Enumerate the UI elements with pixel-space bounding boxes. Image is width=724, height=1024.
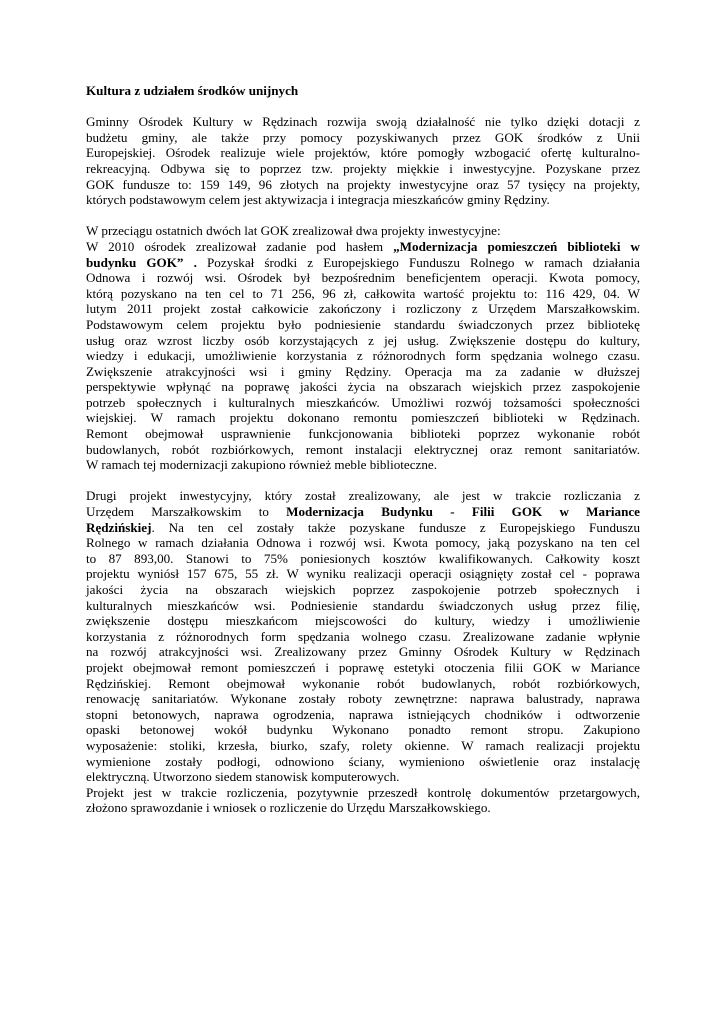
text-line: wymienione zostały podłogi, odnowiono ściany, wymieniono oświetlenie oraz instalację bbox=[86, 753, 640, 769]
text-line: Rędzińskiej. Remont obejmował wykonanie robót budowlanych, robót rozbiórkowych, bbox=[86, 675, 640, 691]
text-line: Zwiększenie atrakcyjności wsi i gminy Rędziny. Operacja ma za zadanie w dłuższej bbox=[86, 363, 640, 379]
text-line: elektryczną. Utworzono siedem stanowisk komputerowych. bbox=[86, 769, 400, 785]
text-line: których podstawowym celem jest aktywizacja i integracja mieszkańców gminy Rędziny. bbox=[86, 192, 550, 208]
project-name-bold: Modernizacja Budynku - Filii GOK w Mariance bbox=[286, 504, 640, 520]
text-line: na rozwój atrakcyjności wsi. Zrealizowany przez Gminny Ośrodek Kultury w Rędzinach bbox=[86, 644, 640, 660]
text-line: W ramach tej modernizacji zakupiono również meble biblioteczne. bbox=[86, 457, 437, 473]
text-line bbox=[86, 239, 640, 255]
text-line: usług oraz wzrost liczby osób korzystających z jej usług. Zwiększenie dostępu do kultury, bbox=[86, 332, 640, 348]
text-line: W przeciągu ostatnich dwóch lat GOK zrealizował dwa projekty inwestycyjne: bbox=[86, 223, 501, 239]
text-line: renowację sanitariatów. Wykonane zostały roboty zewnętrzne: naprawa balustrady, naprawa bbox=[86, 691, 640, 707]
text-line: Rolnego w ramach działania Odnowa i rozwój wsi. Kwota pomocy, jaką pozyskano na ten cel bbox=[86, 535, 640, 551]
text-line: Remont obejmował usprawnienie funkcjonowania biblioteki poprzez wykonanie robót bbox=[86, 426, 640, 442]
text-line: złożono sprawozdanie i wniosek o rozliczenie do Urzędu Marszałkowskiego. bbox=[86, 800, 491, 816]
text-line: perspektywie wpłynąć na poprawę jakości życia na obszarach wiejskich przez zaspokojenie bbox=[86, 379, 640, 395]
text-line bbox=[86, 520, 640, 536]
text-run: Pozyskał środki z Europejskiego Funduszu Rolnego w ramach działania bbox=[196, 254, 640, 270]
text-line: to 87 893,00. Stanowi to 75% poniesionych kosztów kwalifikowanych. Całkowity koszt bbox=[86, 550, 640, 566]
text-line: korzystania z różnorodnych form spędzania wolnego czasu. Zrealizowane zadanie wpłynie bbox=[86, 628, 640, 644]
paragraph-settlement bbox=[86, 785, 640, 816]
paragraph-branch-project bbox=[86, 488, 640, 784]
text-line: wiejskiej. W ramach projektu dokonano remontu pomieszczeń biblioteki w Rędzinach. bbox=[86, 410, 640, 426]
text-line: GOK fundusze to: 159 149, 96 złotych na projekty inwestycyjne oraz 57 tysięcy na projekty, bbox=[86, 176, 640, 192]
text-line: jakości życia na obszarach wiejskich poprzez zaspokojenie potrzeb społecznych i bbox=[86, 582, 640, 597]
text-line: Projekt jest w trakcie rozliczenia, pozytywnie przeszedł kontrolę dokumentów przetargowych, bbox=[86, 784, 640, 800]
text-line: kulturalnych mieszkańców wsi. Podniesienie standardu świadczonych usług przez filię, bbox=[86, 597, 640, 613]
text-run: . Na ten cel zostały także pozyskane fundusze z Europejskiego Funduszu bbox=[151, 519, 640, 535]
text-line: wiedzy i edukacji, umożliwienie korzystania z różnorodnych form spędzania wolnego czasu. bbox=[86, 348, 640, 364]
text-line: potrzeb społecznych i kulturalnych mieszkańców. Umożliwi rozwój tożsamości społeczności bbox=[86, 394, 640, 410]
text-run: Urzędem Marszałkowskim to bbox=[86, 504, 287, 520]
text-line: projekt obejmował remont pomieszczeń i poprawę estetyki otoczenia filii GOK w Mariance bbox=[86, 659, 640, 675]
text-line: wyposażenie: stoliki, krzesła, biurko, szafy, rolety okienne. W ramach realizacji projektu bbox=[86, 737, 640, 753]
text-line: projektu wyniósł 157 675, 55 zł. W wyniku realizacji operacji osiągnięty został cel - poprawa bbox=[86, 566, 640, 582]
document-page bbox=[86, 83, 640, 832]
text-line: Europejskiej. Ośrodek realizuje wiele projektów, które pomogły wzbogacić ofertę kulturalno- bbox=[86, 145, 640, 161]
text-line: Gminny Ośrodek Kultury w Rędzinach rozwija swoją działalność nie tylko dzięki dotacji z bbox=[86, 114, 640, 130]
text-line bbox=[86, 255, 640, 271]
text-line: rekreacyjną. Odbywa się to poprzez tzw. projekty miękkie i inwestycyjne. Pozyskane przez bbox=[86, 160, 640, 176]
text-line bbox=[86, 504, 640, 520]
paragraph-intro bbox=[86, 114, 640, 208]
text-line: którą pozyskano na ten cel to 71 256, 96 zł, całkowita wartość projektu to: 116 429, 04. W bbox=[86, 285, 640, 301]
text-line: budżetu gminy, ale także przy pomocy pozyskiwanych przez GOK środków z Unii bbox=[86, 129, 640, 145]
text-run: W 2010 ośrodek zrealizował zadanie pod hasłem bbox=[86, 238, 394, 254]
text-line: lutym 2011 projekt został całkowicie zakończony i rozliczony z Urzędem Marszałkowskim. bbox=[86, 301, 640, 317]
text-line: opaski betonowej wokół budynku Wykonano ponadto remont stropu. Zakupiono bbox=[86, 722, 640, 738]
project-name-bold: „Modernizacja pomieszczeń biblioteki w bbox=[393, 238, 640, 254]
text-line: Odnowa i rozwój wsi. Ośrodek był bezpośrednim beneficjentem operacji. Kwota pomocy, bbox=[86, 270, 640, 286]
paragraph-library-project bbox=[86, 223, 640, 473]
project-name-bold: budynku GOK” . bbox=[86, 254, 197, 270]
text-line: Podstawowym celem projektu było podniesienie standardu świadczonych przez bibliotekę bbox=[86, 316, 640, 332]
text-line: Drugi projekt inwestycyjny, który został zrealizowany, ale jest w trakcie rozliczania z bbox=[86, 488, 640, 504]
text-line: budowlanych, robót rozbiórkowych, remont instalacji elektrycznej oraz remont sanitariatów. bbox=[86, 441, 640, 457]
text-line: stopni betonowych, naprawa ogrodzenia, naprawa istniejących chodników i odtworzenie bbox=[86, 706, 640, 722]
project-name-bold: Rędzińskiej bbox=[86, 519, 152, 535]
text-line: zwiększenie dostępu mieszkańcom miejscowości do kultury, wiedzy i umożliwienie bbox=[86, 613, 640, 629]
document-title: Kultura z udziałem środków unijnych bbox=[86, 83, 299, 98]
